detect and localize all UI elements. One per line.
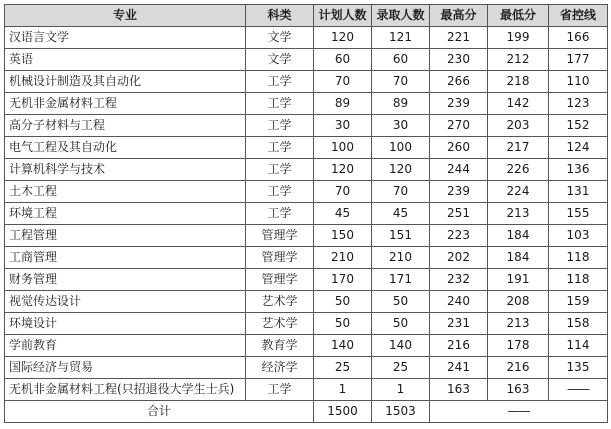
cell-max: 239 [430, 93, 488, 115]
cell-admit: 1 [372, 379, 430, 401]
cell-major: 环境工程 [5, 203, 246, 225]
cell-admit: 100 [372, 137, 430, 159]
header-row [5, 5, 608, 27]
cell-max: 202 [430, 247, 488, 269]
cell-max: 240 [430, 291, 488, 313]
table-row [5, 313, 608, 335]
cell-max: 266 [430, 71, 488, 93]
header-max: 最高分 [430, 5, 488, 27]
cell-major: 工程管理 [5, 225, 246, 247]
cell-category: 管理学 [246, 247, 314, 269]
cell-plan: 30 [314, 115, 372, 137]
cell-max: 251 [430, 203, 488, 225]
table-row [5, 71, 608, 93]
cell-category: 工学 [246, 181, 314, 203]
cell-plan: 140 [314, 335, 372, 357]
cell-admit: 151 [372, 225, 430, 247]
cell-control-line: 177 [549, 49, 608, 71]
cell-plan: 70 [314, 71, 372, 93]
cell-min: 208 [488, 291, 549, 313]
cell-major: 无机非金属材料工程(只招退役大学生士兵) [5, 379, 246, 401]
cell-admit: 50 [372, 291, 430, 313]
table-row [5, 357, 608, 379]
cell-category: 工学 [246, 203, 314, 225]
cell-category: 文学 [246, 27, 314, 49]
cell-max: 223 [430, 225, 488, 247]
total-row [5, 401, 608, 423]
cell-control-line: 166 [549, 27, 608, 49]
cell-min: 216 [488, 357, 549, 379]
cell-plan: 120 [314, 27, 372, 49]
cell-min: 163 [488, 379, 549, 401]
cell-major: 机械设计制造及其自动化 [5, 71, 246, 93]
cell-max: 244 [430, 159, 488, 181]
cell-control-line: —— [549, 379, 608, 401]
table-row [5, 203, 608, 225]
table-row [5, 159, 608, 181]
cell-category: 工学 [246, 93, 314, 115]
cell-max: 221 [430, 27, 488, 49]
cell-plan: 120 [314, 159, 372, 181]
cell-major: 学前教育 [5, 335, 246, 357]
cell-min: 218 [488, 71, 549, 93]
cell-control-line: 136 [549, 159, 608, 181]
cell-control-line: 158 [549, 313, 608, 335]
cell-major: 汉语言文学 [5, 27, 246, 49]
cell-major: 环境设计 [5, 313, 246, 335]
cell-admit: 50 [372, 313, 430, 335]
cell-major: 高分子材料与工程 [5, 115, 246, 137]
cell-admit: 70 [372, 71, 430, 93]
cell-admit: 89 [372, 93, 430, 115]
cell-min: 226 [488, 159, 549, 181]
table-row [5, 115, 608, 137]
cell-major: 国际经济与贸易 [5, 357, 246, 379]
cell-max: 163 [430, 379, 488, 401]
cell-admit: 30 [372, 115, 430, 137]
cell-category: 教育学 [246, 335, 314, 357]
cell-min: 191 [488, 269, 549, 291]
table-row [5, 379, 608, 401]
cell-control-line: 152 [549, 115, 608, 137]
cell-major: 电气工程及其自动化 [5, 137, 246, 159]
cell-control-line: 123 [549, 93, 608, 115]
cell-admit: 140 [372, 335, 430, 357]
cell-plan: 45 [314, 203, 372, 225]
admission-table-container [4, 4, 607, 423]
cell-min: 217 [488, 137, 549, 159]
cell-major: 土木工程 [5, 181, 246, 203]
header-category: 科类 [246, 5, 314, 27]
cell-category: 工学 [246, 159, 314, 181]
table-row [5, 269, 608, 291]
cell-min: 178 [488, 335, 549, 357]
cell-plan: 170 [314, 269, 372, 291]
header-plan: 计划人数 [314, 5, 372, 27]
table-row [5, 247, 608, 269]
cell-category: 文学 [246, 49, 314, 71]
cell-major: 工商管理 [5, 247, 246, 269]
cell-major: 视觉传达设计 [5, 291, 246, 313]
cell-admit: 121 [372, 27, 430, 49]
cell-control-line: 131 [549, 181, 608, 203]
header-min: 最低分 [488, 5, 549, 27]
cell-major: 英语 [5, 49, 246, 71]
header-admit: 录取人数 [372, 5, 430, 27]
total-plan: 1500 [314, 401, 372, 423]
cell-admit: 45 [372, 203, 430, 225]
table-row [5, 27, 608, 49]
cell-max: 270 [430, 115, 488, 137]
cell-admit: 70 [372, 181, 430, 203]
cell-admit: 171 [372, 269, 430, 291]
cell-control-line: 110 [549, 71, 608, 93]
admission-score-table [4, 4, 608, 423]
cell-plan: 150 [314, 225, 372, 247]
cell-major: 财务管理 [5, 269, 246, 291]
cell-category: 艺术学 [246, 291, 314, 313]
table-row [5, 137, 608, 159]
cell-category: 艺术学 [246, 313, 314, 335]
table-row [5, 291, 608, 313]
cell-plan: 89 [314, 93, 372, 115]
cell-min: 203 [488, 115, 549, 137]
cell-control-line: 159 [549, 291, 608, 313]
table-row [5, 93, 608, 115]
cell-plan: 210 [314, 247, 372, 269]
cell-max: 231 [430, 313, 488, 335]
total-label: 合计 [5, 401, 314, 423]
cell-control-line: 118 [549, 247, 608, 269]
cell-control-line: 135 [549, 357, 608, 379]
cell-control-line: 103 [549, 225, 608, 247]
cell-admit: 120 [372, 159, 430, 181]
total-admit: 1503 [372, 401, 430, 423]
cell-min: 213 [488, 313, 549, 335]
cell-control-line: 118 [549, 269, 608, 291]
cell-admit: 60 [372, 49, 430, 71]
cell-category: 管理学 [246, 269, 314, 291]
cell-admit: 25 [372, 357, 430, 379]
cell-max: 241 [430, 357, 488, 379]
cell-min: 224 [488, 181, 549, 203]
cell-category: 管理学 [246, 225, 314, 247]
cell-major: 计算机科学与技术 [5, 159, 246, 181]
cell-min: 199 [488, 27, 549, 49]
table-row [5, 49, 608, 71]
cell-admit: 210 [372, 247, 430, 269]
cell-min: 142 [488, 93, 549, 115]
cell-plan: 25 [314, 357, 372, 379]
cell-category: 经济学 [246, 357, 314, 379]
cell-control-line: 124 [549, 137, 608, 159]
table-row [5, 225, 608, 247]
cell-min: 184 [488, 247, 549, 269]
cell-max: 230 [430, 49, 488, 71]
cell-plan: 1 [314, 379, 372, 401]
cell-control-line: 155 [549, 203, 608, 225]
cell-category: 工学 [246, 115, 314, 137]
cell-plan: 70 [314, 181, 372, 203]
cell-min: 213 [488, 203, 549, 225]
cell-major: 无机非金属材料工程 [5, 93, 246, 115]
table-row [5, 335, 608, 357]
cell-control-line: 114 [549, 335, 608, 357]
cell-max: 216 [430, 335, 488, 357]
cell-category: 工学 [246, 379, 314, 401]
cell-min: 184 [488, 225, 549, 247]
cell-plan: 100 [314, 137, 372, 159]
cell-max: 260 [430, 137, 488, 159]
cell-min: 212 [488, 49, 549, 71]
header-control-line: 省控线 [549, 5, 608, 27]
cell-category: 工学 [246, 71, 314, 93]
cell-plan: 50 [314, 291, 372, 313]
total-score-dash: —— [430, 401, 608, 423]
table-row [5, 181, 608, 203]
cell-plan: 50 [314, 313, 372, 335]
cell-max: 239 [430, 181, 488, 203]
cell-category: 工学 [246, 137, 314, 159]
cell-max: 232 [430, 269, 488, 291]
cell-plan: 60 [314, 49, 372, 71]
header-major: 专业 [5, 5, 246, 27]
